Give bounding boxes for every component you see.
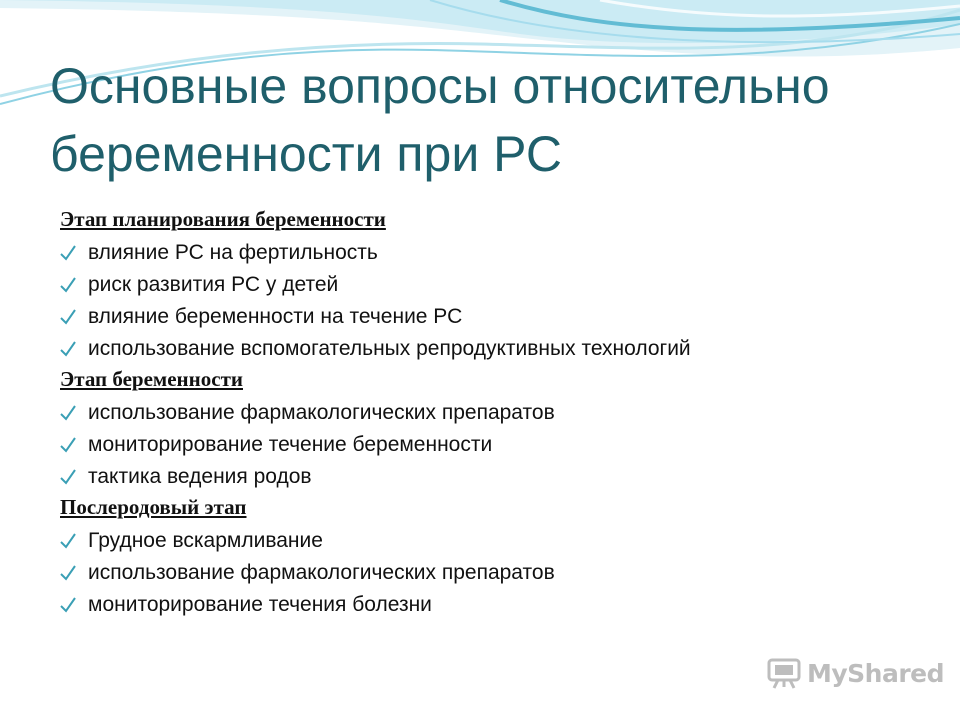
section-heading: Этап беременности: [60, 367, 243, 391]
checkmark-icon: [60, 243, 88, 263]
checkmark-icon: [60, 435, 88, 455]
item-text: влияние РС на фертильность: [88, 241, 378, 264]
item-text: мониторирование течения болезни: [88, 593, 432, 616]
watermark: [766, 656, 944, 690]
item-text: Грудное вскармливание: [88, 529, 323, 552]
checkmark-icon: [60, 339, 88, 359]
item-text: тактика ведения родов: [88, 465, 312, 488]
checkmark-icon: [60, 467, 88, 487]
checkmark-icon: [60, 563, 88, 583]
item-text: мониторирование течение беременности: [88, 433, 493, 456]
section-heading: Этап планирования беременности: [60, 207, 386, 231]
item-text: использование вспомогательных репродуктивных технологий: [88, 337, 691, 360]
title-line-1: Основные вопросы относительно: [50, 58, 830, 114]
projector-icon: [766, 656, 802, 690]
item-text: риск развития РС у детей: [88, 273, 339, 296]
item-text: использование фармакологических препаратов: [88, 561, 555, 584]
checkmark-icon: [60, 275, 88, 295]
list-item: [60, 461, 920, 493]
list-item: [60, 301, 920, 333]
list-item: [60, 525, 920, 557]
watermark-text: MyShared: [807, 658, 945, 688]
list-item: [60, 589, 920, 621]
checkmark-icon: [60, 307, 88, 327]
checkmark-icon: [60, 403, 88, 423]
list-item: [60, 237, 920, 269]
list-item: [60, 269, 920, 301]
item-text: влияние беременности на течение РС: [88, 305, 463, 328]
list-item: [60, 333, 920, 365]
checkmark-icon: [60, 595, 88, 615]
item-text: использование фармакологических препаратов: [88, 401, 555, 424]
list-item: [60, 429, 920, 461]
list-item: [60, 397, 920, 429]
title-line-2: беременности при РС: [50, 126, 563, 182]
checkmark-icon: [60, 531, 88, 551]
section-heading: Послеродовый этап: [60, 495, 247, 519]
slide-title: [50, 52, 930, 188]
list-item: [60, 557, 920, 589]
content-list: [60, 205, 920, 621]
